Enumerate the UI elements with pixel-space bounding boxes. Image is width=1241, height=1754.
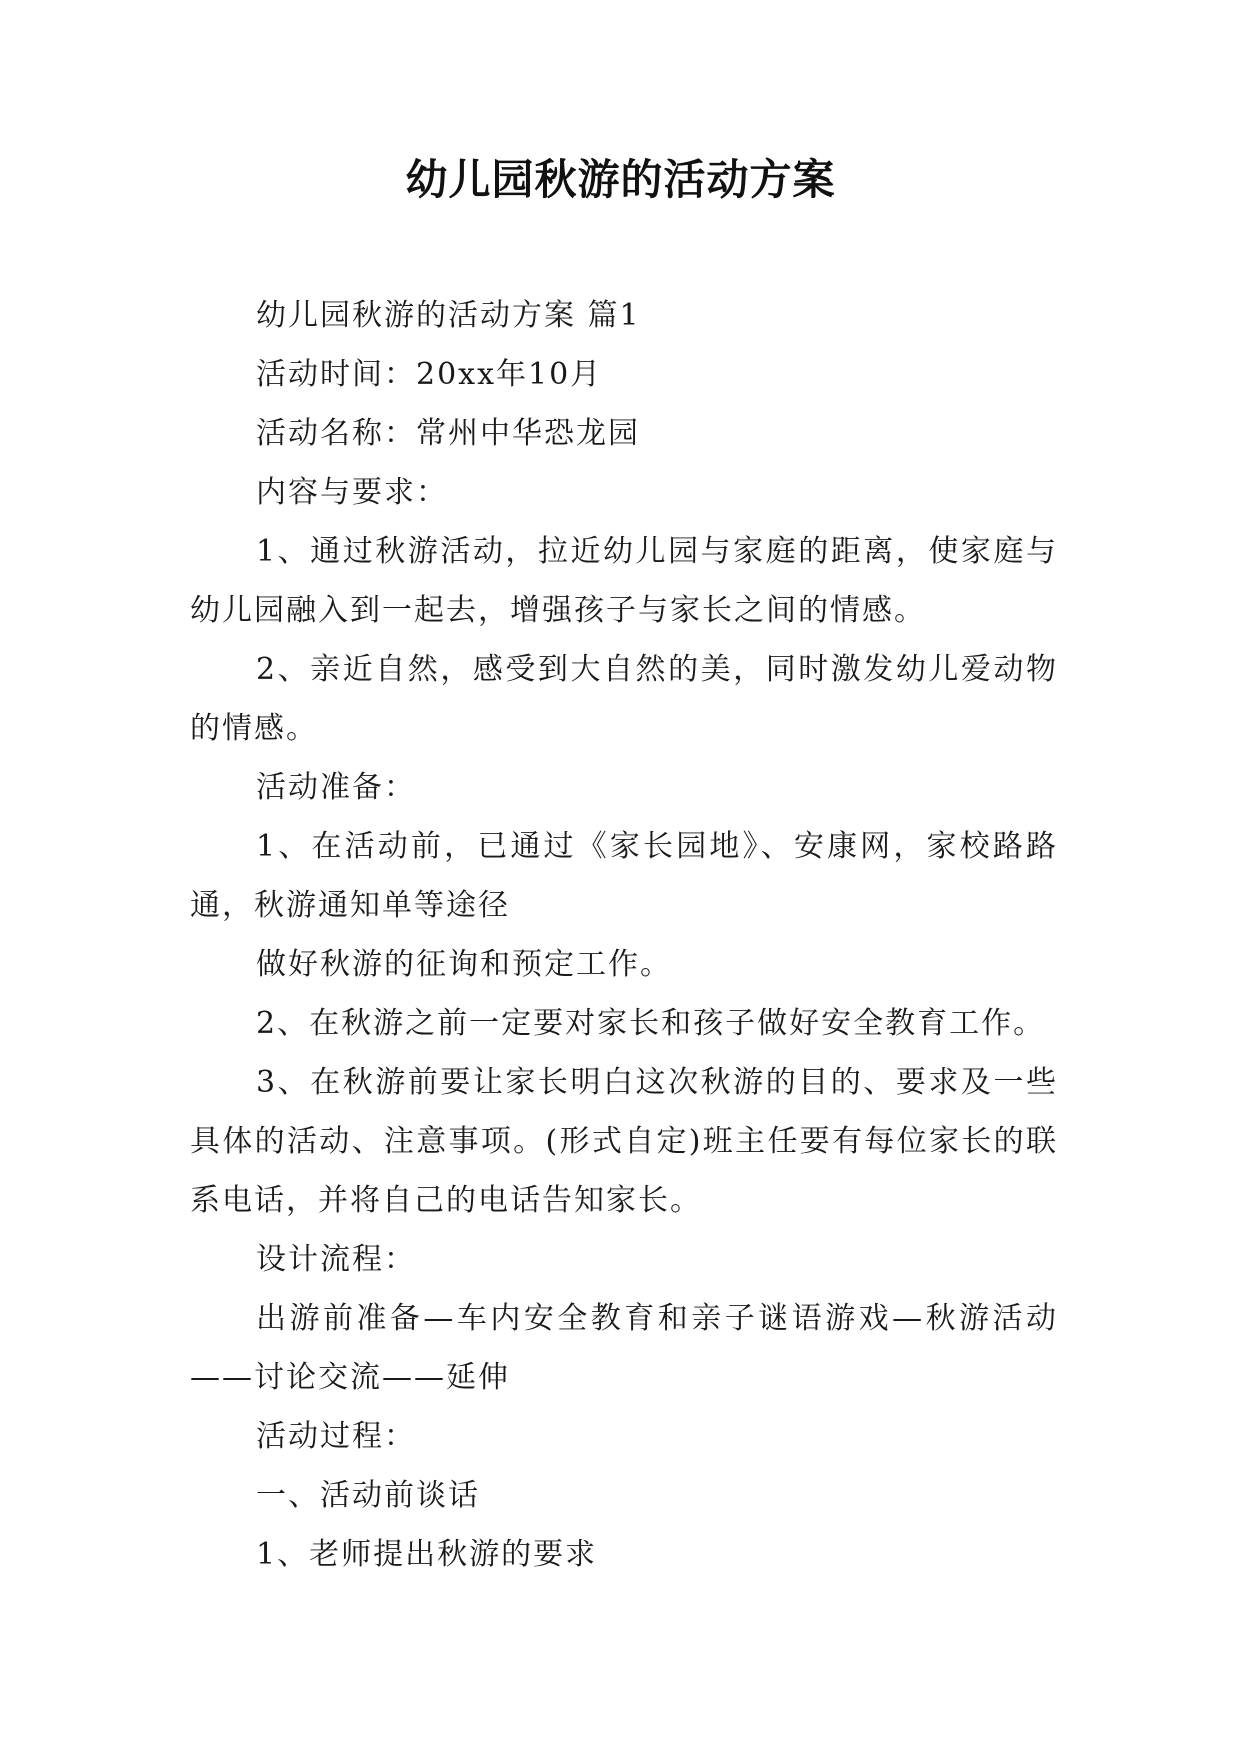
- preparation-item-continued: 做好秋游的征询和预定工作。: [256, 947, 672, 982]
- process-item: 1、老师提出秋游的要求: [256, 1537, 598, 1572]
- document-body: [190, 286, 1058, 1584]
- requirement-item: 1、通过秋游活动，拉近幼儿园与家庭的距离，使家庭与幼儿园融入到一起去，增强孩子与家长之间的情感。: [190, 534, 1058, 628]
- preparation-item: 2、在秋游之前一定要对家长和孩子做好安全教育工作。: [256, 1006, 1046, 1041]
- design-flow-text: 出游前准备—车内安全教育和亲子谜语游戏—秋游活动——讨论交流——延伸: [190, 1301, 1058, 1395]
- activity-name: 活动名称：常州中华恐龙园: [256, 416, 640, 451]
- content-requirements-heading: 内容与要求：: [256, 475, 448, 510]
- document-title: 幼儿园秋游的活动方案: [405, 155, 836, 204]
- preparation-item: 1、在活动前，已通过《家长园地》、安康网，家校路路通，秋游通知单等途径: [190, 829, 1058, 923]
- process-heading: 活动过程：: [256, 1419, 416, 1454]
- preparation-item: 3、在秋游前要让家长明白这次秋游的目的、要求及一些具体的活动、注意事项。(形式自定)班主任要有每位家长的联系电话，并将自己的电话告知家长。: [190, 1065, 1058, 1218]
- activity-time: 活动时间：20xx年10月: [256, 357, 603, 392]
- design-flow-heading: 设计流程：: [256, 1242, 416, 1277]
- process-subheading: 一、活动前谈话: [256, 1478, 480, 1513]
- section-heading: 幼儿园秋游的活动方案 篇1: [256, 298, 641, 333]
- preparation-heading: 活动准备：: [256, 770, 416, 805]
- requirement-item: 2、亲近自然，感受到大自然的美，同时激发幼儿爱动物的情感。: [190, 652, 1058, 746]
